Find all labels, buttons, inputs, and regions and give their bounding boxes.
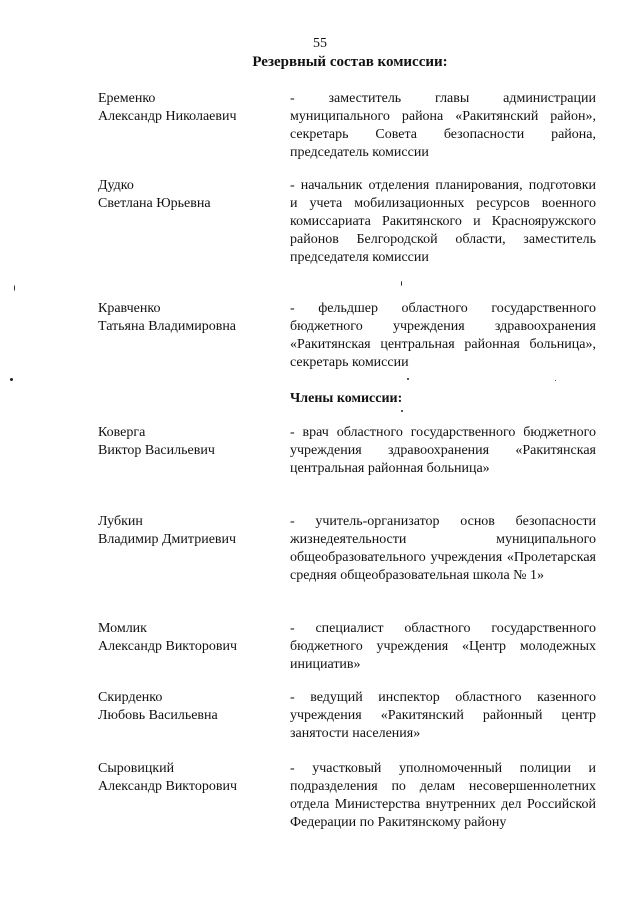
person-position: - заместитель главы администрации муниципального района «Ракитянский район», секретарь Совета безопасности района, председатель комиссии <box>290 91 596 160</box>
person-name <box>98 689 283 725</box>
person-surname: Коверга <box>98 425 146 440</box>
person-given-names: Виктор Васильевич <box>98 443 215 458</box>
person-name <box>98 300 283 336</box>
person-given-names: Татьяна Владимировна <box>98 319 237 334</box>
person-position: - учитель-организатор основ безопасности жизнедеятельности муниципального общеобразовательного учреждения «Пролетарская средняя общеобразовательная школа № 1» <box>290 514 596 583</box>
person-name <box>98 90 283 126</box>
scan-speck <box>401 410 403 412</box>
person-surname: Дудко <box>98 178 134 193</box>
person-position: - врач областного государственного бюджетного учреждения здравоохранения «Ракитянская центральная районная больница» <box>290 425 596 476</box>
person-surname: Скирденко <box>98 690 163 705</box>
person-given-names: Александр Викторович <box>98 779 238 794</box>
person-surname: Момлик <box>98 621 147 636</box>
person-given-names: Любовь Васильевна <box>98 708 218 723</box>
person-name <box>98 424 283 460</box>
page-number: 55 <box>313 36 327 51</box>
person-name <box>98 513 283 549</box>
scan-speck <box>401 281 402 286</box>
person-position: - начальник отделения планирования, подготовки и учета мобилизационных ресурсов военного комиссариата Ракитянского и Краснояружского районов Белгородской области, заместитель председателя комиссии <box>290 178 596 265</box>
person-name <box>98 177 283 213</box>
person-given-names: Владимир Дмитриевич <box>98 532 237 547</box>
scan-speck <box>10 378 13 381</box>
person-position: - специалист областного государственного бюджетного учреждения «Центр молодежных инициатив» <box>290 621 596 672</box>
person-given-names: Александр Николаевич <box>98 109 237 124</box>
person-name <box>98 620 283 656</box>
person-surname: Лубкин <box>98 514 143 529</box>
person-position: - участковый уполномоченный полиции и подразделения по делам несовершеннолетних отдела Министерства внутренних дел Российской Федерации по Ракитянскому району <box>290 761 596 830</box>
person-position: - ведущий инспектор областного казенного учреждения «Ракитянский районный центр занятости населения» <box>290 690 596 741</box>
scan-speck <box>14 285 15 291</box>
scan-speck <box>407 378 409 380</box>
scan-speck <box>555 380 556 381</box>
person-name <box>98 760 283 796</box>
person-position: - фельдшер областного государственного бюджетного учреждения здравоохранения «Ракитянская центральная районная больница», секретарь комиссии <box>290 301 596 370</box>
person-surname: Еременко <box>98 91 156 106</box>
person-given-names: Александр Викторович <box>98 639 238 654</box>
person-surname: Сыровицкий <box>98 761 175 776</box>
person-given-names: Светлана Юрьевна <box>98 196 211 211</box>
reserve-section-title: Резервный состав комиссии: <box>252 54 448 70</box>
members-section-title: Члены комиссии: <box>290 391 403 406</box>
person-surname: Кравченко <box>98 301 161 316</box>
